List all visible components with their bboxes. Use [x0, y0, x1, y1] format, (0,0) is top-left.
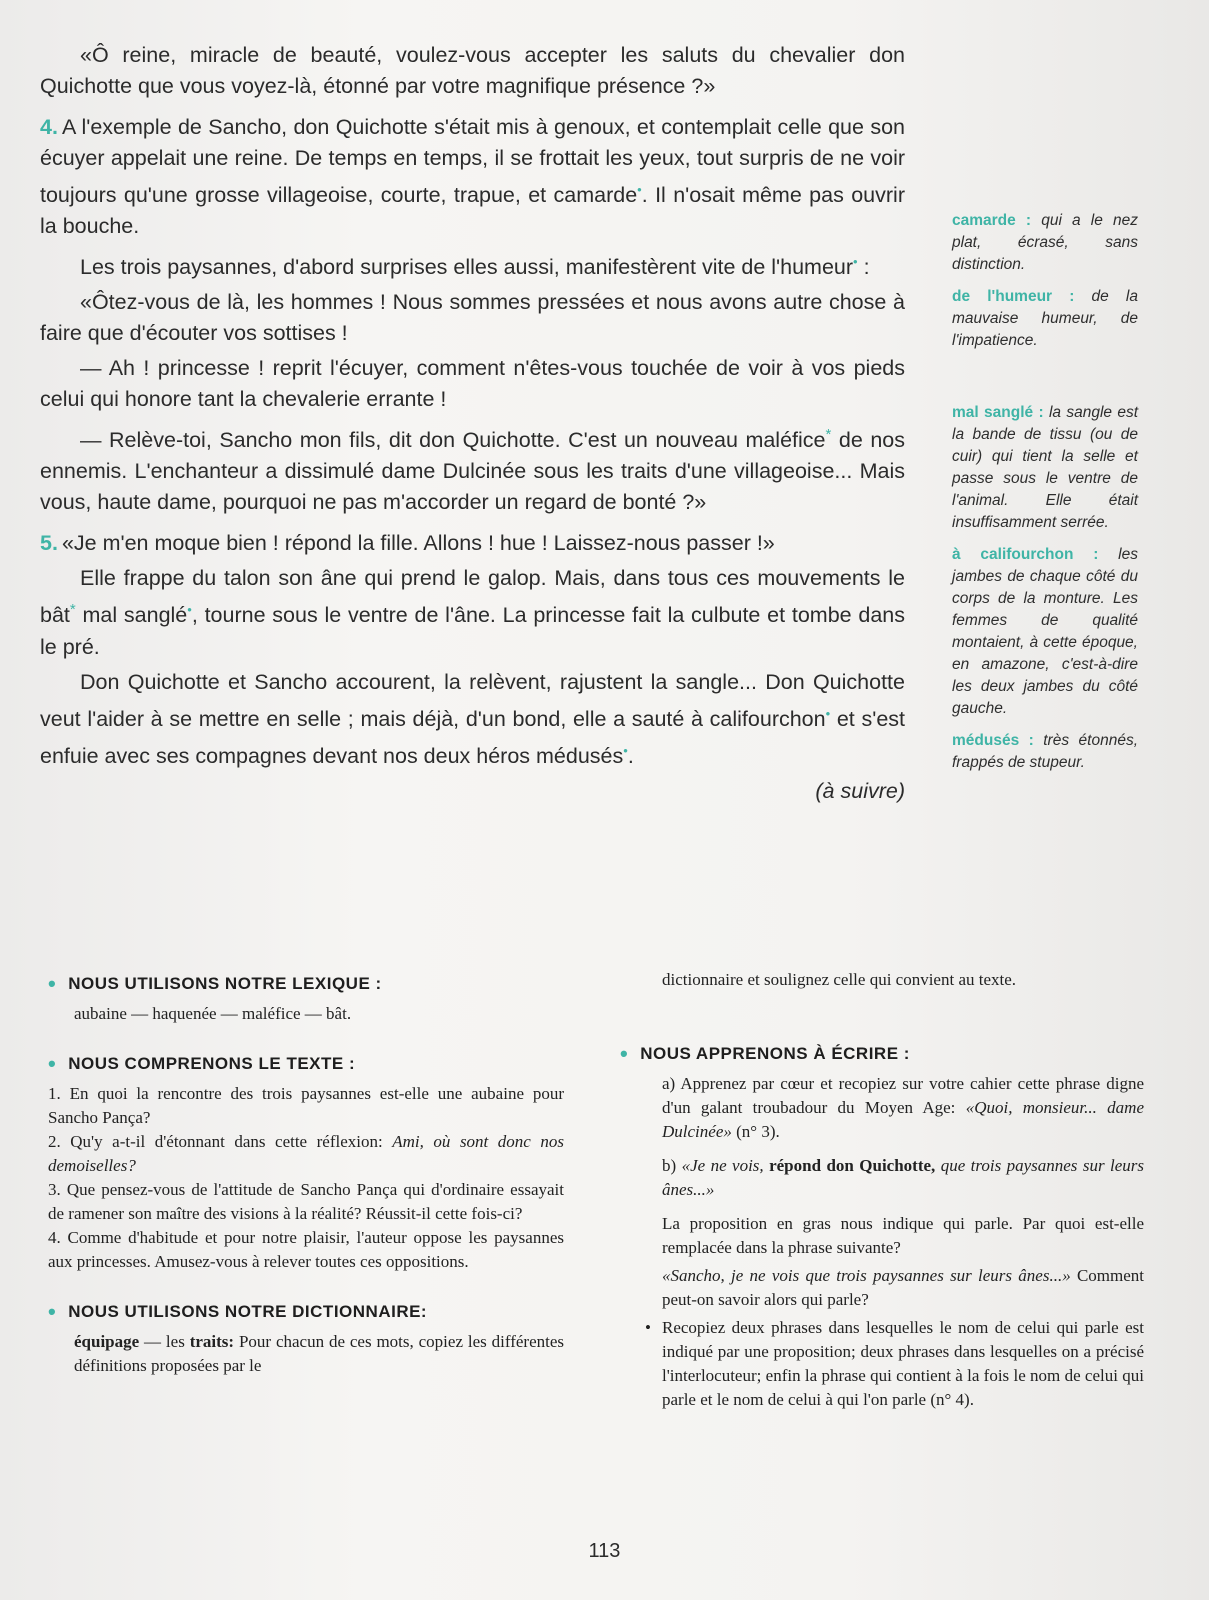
story-paragraph: — Ah ! princesse ! reprit l'écuyer, comment n'êtes-vous touchée de voir à vos pieds celui qui honore tant la chevalerie errante !: [40, 356, 905, 412]
to-be-continued: (à suivre): [815, 778, 905, 803]
glossary-term: à califourchon :: [952, 546, 1099, 563]
page-number: 113: [588, 1540, 621, 1562]
glossary-marker: •: [187, 602, 192, 618]
story-paragraph: «Ôtez-vous de là, les hommes ! Nous sommes pressées et nous avons autre chose à faire que d'écouter vos sottises !: [40, 290, 905, 346]
section-heading: • NOUS COMPRENONS LE TEXTE :: [48, 1051, 356, 1076]
glossary-marker: •: [623, 742, 628, 758]
story-paragraph: — Relève-toi, Sancho mon fils, dit don Quichotte. C'est un nouveau maléfice* de nos ennemis. L'enchanteur a dissimulé dame Dulcinée sous les traits d'une villageoise... Mais vous, haute dame, pourquoi ne pas m'accorder un regard de bonté ?»: [40, 426, 905, 515]
bullet-icon: •: [48, 971, 57, 996]
glossary-marker: •: [853, 254, 858, 270]
exercises-left-column: [48, 972, 564, 1378]
comprenons-section: [48, 1052, 564, 1274]
story-paragraph: Don Quichotte et Sancho accourent, la relèvent, rajustent la sangle... Don Quichotte veut l'aider à se mettre en selle ; mais déjà, d'un bond, elle a sauté à califourchon• et s'est enfuie avec ses compagnes devant nos deux héros médusés•.: [40, 669, 905, 768]
lexicon-marker: *: [825, 426, 832, 444]
question-item: 2. Qu'y a-t-il d'étonnant dans cette réflexion: Ami, où sont donc nos demoiselles?: [48, 1132, 564, 1175]
section-heading: • NOUS UTILISONS NOTRE LEXIQUE :: [48, 971, 382, 996]
story-paragraph: Les trois paysannes, d'abord surprises elles aussi, manifestèrent vite de l'humeur• :: [80, 254, 870, 280]
dictionnaire-section: [48, 1300, 564, 1378]
glossary-entry: mal sanglé : la sangle est la bande de tissu (ou de cuir) qui tient la selle et passe sous le ventre de l'animal. Elle était insuffisamment serrée.: [952, 404, 1138, 531]
story-paragraph: 5. «Je m'en moque bien ! répond la fille. Allons ! hue ! Laissez-nous passer !»: [40, 531, 775, 556]
ecrire-section: [630, 1072, 1144, 1412]
lexique-words: aubaine — haquenée — maléfice — bât.: [74, 1004, 352, 1023]
question-item: 4. Comme d'habitude et pour notre plaisir, l'auteur oppose les paysannes aux princesses. Amusez-vous à relever toutes ces oppositions.: [48, 1228, 564, 1271]
glossary-entry: camarde : qui a le nez plat, écrasé, sans distinction.: [952, 212, 1139, 273]
glossary-term: mal sanglé :: [952, 404, 1044, 421]
bullet-icon: •: [645, 1318, 651, 1337]
lexique-section: [48, 972, 564, 1026]
dictionnaire-text: équipage — les traits: Pour chacun de ces mots, copiez les différentes définitions proposées par le: [74, 1332, 565, 1375]
dictionnaire-continuation: dictionnaire et soulignez celle qui convient au texte.: [662, 970, 1017, 989]
question-item: 3. Que pensez-vous de l'attitude de Sancho Pança qui d'ordinaire essayait de ramener son maître des visions à la réalité? Réussit-il cette fois-ci?: [48, 1180, 564, 1223]
story-paragraph: «Ô reine, miracle de beauté, voulez-vous accepter les saluts du chevalier don Quichotte que vous voyez-là, étonné par votre magnifique présence ?»: [40, 43, 905, 98]
glossary-marker: •: [637, 182, 642, 197]
exercise-item: b) «Je ne vois, répond don Quichotte, que trois paysannes sur leurs ânes...»: [662, 1156, 1144, 1199]
section-heading: • NOUS UTILISONS NOTRE DICTIONNAIRE:: [48, 1299, 428, 1324]
glossary-entry: à califourchon : les jambes de chaque côté du corps de la monture. Les femmes de qualité montaient, à cette époque, en amazone, c'est-à-dire les deux jambes du côté gauche.: [952, 546, 1139, 717]
story-paragraph: Elle frappe du talon son âne qui prend le galop. Mais, dans tous ces mouvements le bât* mal sanglé•, tourne sous le ventre de l'âne. La princesse fait la culbute et tombe dans le pré.: [40, 566, 905, 659]
glossary-entry: de l'humeur : de la mauvaise humeur, de l'impatience.: [952, 288, 1138, 349]
exercises-right-column: [620, 968, 1144, 1412]
exercise-item: • Recopiez deux phrases dans lesquelles le nom de celui qui parle est indiqué par une proposition; deux phrases dans lesquelles on a précisé l'interlocuteur; enfin la phrase qui contient à la fois le nom de celui qui parle et le nom de celui à qui l'on parle (n° 4).: [662, 1316, 1144, 1412]
exercise-item: La proposition en gras nous indique qui parle. Par quoi est-elle remplacée dans la phrase suivante?: [662, 1214, 1144, 1257]
section-number: 4.: [40, 115, 58, 139]
exercise-item: a) Apprenez par cœur et recopiez sur votre cahier cette phrase digne d'un galant troubadour du Moyen Age: «Quoi, monsieur... dame Dulcinée» (n° 3).: [662, 1074, 1144, 1141]
story-paragraph: 4. A l'exemple de Sancho, don Quichotte s'était mis à genoux, et contemplait celle que son écuyer appelait une reine. De temps en temps, il se frottait les yeux, tout surpris de ne voir toujours qu'une grosse villageoise, courte, trapue, et camarde•. Il n'osait même pas ouvrir la bouche.: [40, 115, 905, 239]
bullet-icon: •: [48, 1051, 57, 1076]
glossary-term: de l'humeur :: [952, 288, 1075, 305]
section-number: 5.: [40, 531, 58, 556]
story-text: [40, 40, 905, 811]
glossary-marker: •: [825, 705, 831, 721]
glossary-entry: médusés : très étonnés, frappés de stupeur.: [952, 732, 1138, 771]
glossary-term: médusés :: [952, 732, 1034, 749]
exercise-item: «Sancho, je ne vois que trois paysannes sur leurs ânes...» Comment peut-on savoir alors qui parle?: [662, 1266, 1144, 1309]
lexicon-marker: *: [69, 601, 76, 619]
glossary-term: camarde :: [952, 212, 1032, 229]
glossary-column: [952, 210, 1138, 784]
bullet-icon: •: [48, 1299, 57, 1324]
section-heading: • NOUS APPRENONS À ÉCRIRE :: [620, 1041, 910, 1066]
bullet-icon: •: [620, 1041, 629, 1066]
question-item: 1. En quoi la rencontre des trois paysannes est-elle une aubaine pour Sancho Pança?: [48, 1084, 564, 1127]
